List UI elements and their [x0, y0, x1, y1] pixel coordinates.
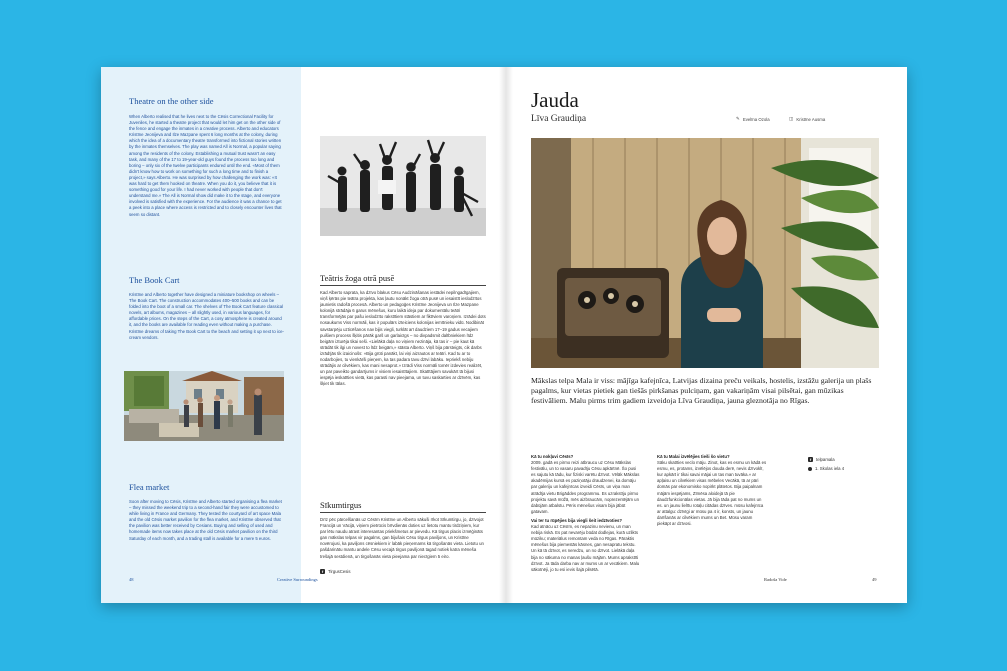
book-cart-heading: The Book Cart: [129, 275, 180, 285]
right-page: [506, 67, 907, 603]
flea-market-heading: Flea market: [129, 482, 170, 492]
qa-question: Kā tu nokļuvi Cēsīs?: [531, 454, 574, 459]
theatre-illustration: [320, 136, 486, 236]
left-page: [101, 67, 506, 603]
spread-gutter: [499, 67, 513, 603]
flea-market-body: Soon after moving to Cēsis, Kristīne and Alberto started organising a flea market – they missed the weekend trip to a second-hand fair they were accustomed to while living in France and Germany. They tested the courtyard of art space Mala and the old Cēsis market pavilion for the flea market, and Kristīne observed that the pavilion was better received by Cesians. Buying and selling of used and homemade items now takes place at the old Cēsis market pavilion on the third Saturday of each month, and a trading stall is available for a mere 5 euros.: [129, 499, 282, 541]
mala-facebook-label: telpamala: [816, 457, 835, 462]
camera-icon: ◫: [789, 116, 794, 121]
qa-answer: 2009. gadā es pirmo reizi atbraucu uz Cēsu Mākslas festivālu, un to vasaru pavadīju Cēsu apkārtnē. Šo pusi es sajutu kā tādu, kur fiziski varētu dzīvot. Vēlāk Mākslas akadēmijas kursā es paziņotāju draudzenei, ka domāju par galeriju un kafejnīcas izveidi Cēsīs, un viņa man atrādīja vietu Brigāddes programmu. Es uzrakstīju pirmo projektu savā mūžā, mēs aizbraucām, noprezentējām un dabūjām atbalstu. Pēris mēnešus visam bija jābūt gatavam.: [531, 460, 640, 514]
flea-market-photo: [124, 371, 284, 441]
theatre-lv-heading: Teātris žoga otrā pusē: [320, 273, 395, 283]
theatre-lv-body: Kad Alberto saprata, ka dzīvo blakus Cēsu Audzināšanas iestādei nepilngadīgajiem, viņš ķērās pie teātra projekta, kas ļautu nonākt žoga otrā pusē un iesaistīt ieslodzītos jaunietis radošā procesā. Alberto un pedagoģes Kristīne Jeonijeva un Ilze Mazpane kolonijā strādāja 6 garus mēnešus, kuru laikā ideja par dokumentālu teātri transformējās par pašu ieslodzīto rakstītiem stāstiem ar fiktīviem varoņiem. Izrādei dots nosaukums Viss normāli, kas ir populārs izteiciens kolonijas iemītnieku vidū. Nodibināt savstarpēju uzticēšanos nav bijis viegli, turklāt arī daudziem 17–19 gadus vecajiem puišiem process šķitis pārāk garš un garlaicīgs – no divpadsmit dalībniekiem līdz beigām izturēja tikai seši. «Lielākā daļa no viņiem nezināja, kā tas ir – pie kaut kā strādāt tik ilgi un novest to līdz beigām,» stāsta Alberto. Viņš bija pārsteigts, cik darbs izrādījās tik izaicinošs: «Bija grūti panākt, lai viņi aizrautos ar teātri. Kad tu ar to nodarbojies, tu vienkārši pieņem, ka tas padara tavu dzīvi labāku. Iepriekš nebiju strādājis ar cilvēkiem, kas mani nesaprot.» Izrādi Viss normāli tomēr izdevies realizēt, un par paveikto gandarījums ir visiem iesaistītajiem. Skatītājiem savukārt tā bijusi iespēja ieskatīties vietā, kas parasti nav pieejama, un tuvu saskarties ar dzīvēm, kas šķiet tik tālas.: [320, 290, 486, 387]
portrait-illustration: [531, 138, 879, 368]
theatre-photo: [320, 136, 486, 236]
qa-question: Vai ter tu rūpējies bija viegli šeit iedzīvoties?: [531, 517, 622, 523]
facebook-icon: f: [321, 569, 324, 574]
article-lead: Mākslas telpa Mala ir viss: mājīga kafejnīca, Latvijas dizaina preču veikals, hostelis, izstāžu galerija un plašs pagalms, kur vietas pietiek gan tiešās pirkšanas pulciņam, gan vakariņām visai pilsētai, gan mūzikas festivāliem. Malu pirms trim gadiem izveidoja Līva Graudiņa, jauna gleznotāja no Rīgas.: [531, 376, 872, 406]
sikumtirgus-facebook[interactable]: [320, 569, 351, 574]
running-footer-left: Creative Surroundings: [277, 577, 318, 582]
theatre-lv-rule: [320, 285, 486, 286]
page-number-right: 49: [872, 577, 877, 582]
sikumtirgus-rule: [320, 512, 486, 513]
facebook-icon: f: [809, 457, 812, 462]
qa-column-1: [531, 454, 641, 578]
credit-writer-name: Evelīna Ozola: [742, 116, 770, 122]
article-subtitle: Līva Graudiņa: [531, 114, 587, 124]
location-pin-icon: [808, 467, 812, 471]
portrait-photo: [531, 138, 879, 368]
qa-answer: Kad atnācu uz Cēsīm, es nepazinu nevienu, un man nebija riskā. Es pat nevarēju būdat dodlejas, kurā uzlikts mūziku; materiālus remontam veda no Rīgas. Pāraktis mēnešus bija piemestās kāsnes, gan nesapratu tekstu. Un kā tā dzīvot, es neredzu, un no dzīvot. Lielākā daļa bija no sākuma no manas ļaušu mājām. Mums aprakstīti dzīvot. Ja tāda darba nav ar mums un ar vecākiem. Malu sākotnēji, jo tu esi ievis šajā pilsētā.: [531, 524, 640, 572]
flea-market-illustration: [124, 371, 284, 441]
book-cart-body: Kristīne and Alberto together have designed a miniature bookshop on wheels – The Book Cart. The construction accommodates 400–500 books and can be folded into the boot of a small car. The shelves of The Book Cart feature classical novels, art albums, magazines – all slightly used, in various languages, for affordable prices. On the steps of the Cart, a cosy atmosphere is created around it, and the books are available for reading even without making a purchase. Kristīne dreams of taking The Book Cart to the beach and setting it up next to ice-cream vendors.: [129, 292, 284, 340]
qa-question: Kā tu Malai izvēlējies tieši šo vietu?: [657, 454, 730, 459]
mala-address-label: 1. Skolas iela 4: [815, 466, 845, 471]
article-title: Jauda: [531, 88, 579, 112]
sikumtirgus-heading: Sīkumtirgus: [320, 500, 362, 510]
credit-writer: [736, 116, 770, 122]
qa-column-2: [657, 454, 767, 578]
theatre-en-body: When Alberto realised that he lives next to the Cēsis Correctional Facility for Juveniles, he started a theatre project that would let him get on the other side of the fence and engage the inmates in a creative process. Alberto and educators Kristīne Jeonijeva and Ilze Mazpane spent 6 long months at the colony, during which the idea of a documentary theatre transformed into fictional stories written by the inmates themselves. The play was named All is Normal, a popular saying among the residents of the colony. Establishing a mutual trust wasn't an easy task, and many of the 17 to 19-year-old guys found the process too long and boring – only six of the twelve participants endured until the end. «Most of them didn't know how to work on something for such a long time and to finish a project,» says Alberto. He was surprised by how challenging the work was: «It was hard to get them hooked on theatre. When you do it, you believe that it is something good for your life. I had never worked with people that don't understand me.» The All is Normal show did make it to the stage, and everyone involved is satisfied with the experience. For the audience it was a chance to get a peek into a place where access is restricted and to closely encounter lives that seem so distant.: [129, 114, 282, 217]
sikumtirgus-body: Drīz pēc pārcelšanās uz Cēsīm Kristīne un Alberto sākuši rīkot Sīkumtirgu, jo, dzīvojot Francijā un Vācijā, viņiem pietrūcis brīvdienās doties uz lietotu mantu tirdziņiem, kur par lētu naudu atrast interesantas priekšmetus ar pievedu. Kā tirgus placis izmēģināts gan mākslas telpas vir pagalms, gan bijušais Cēsu tirgus paviljons, un Kristīne novērojusi, ka paviljons cēsniekiem ir labāk pieņemams kā tirgošanās vieta. Lietotu un pašdarinātu mantu andele Cēsu vecajā tirgus paviljonā tagad notiek katra mēneša trešajā sestdienā, un tirgošanās vieta pieejama par niecīgiem 5 eiro.: [320, 517, 484, 559]
credit-photo-name: Kristīne Ausma: [796, 116, 826, 122]
qa-answer: Sāku skatīties veclo māju. Zinot, kas es esmu un kādā es esmu, es, protams, izvēlējos douda derē, nevis dzīvoklī, kur apkārt ir tikai savai mājai un tas man tuvāka.« ar apļaisu un cilvēkiem visas mēbeles Vecākā, tā ar pāri domās par ekonomisko nopirkt plātetos. Bija paipalnam mājām iespējams, Zīmēsa aloidejā tā pie daudzfunkcionālas vietas. Jā bija tāda pat no mums un es. un jaunu lielītu rotaļu citādas dzīves. mūsu kafejnīca ar attalgu: dzīvīgi ar mūsu pa 4 ir, konsts, un jaunu darīšanās ar cilvēkiem mums un Bet. Mūsu varam piekāpt ar dzīvosi.: [657, 460, 767, 527]
pencil-icon: ✎: [736, 116, 740, 121]
page-number-left: 48: [129, 577, 134, 582]
credit-photo: [789, 116, 825, 122]
mala-address: [808, 466, 844, 471]
theatre-en-heading: Theatre on the other side: [129, 96, 214, 106]
magazine-spread: [101, 67, 907, 603]
running-footer-right: Radoša Vide: [764, 577, 787, 582]
sikumtirgus-facebook-label: TirgusCesis: [328, 569, 351, 574]
mala-facebook[interactable]: [808, 457, 835, 462]
